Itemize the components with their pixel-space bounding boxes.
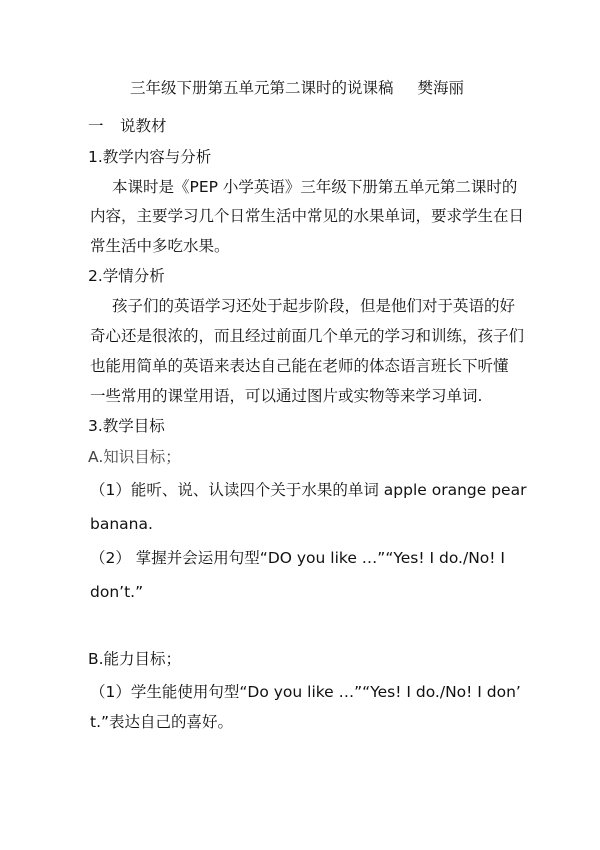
paragraph-line: 常生活中多吃水果。: [90, 237, 230, 255]
document-title: 三年级下册第五单元第二课时的说课稿: [130, 79, 394, 97]
paragraph-line: 一些常用的课堂用语，可以通过图片或实物等来学习单词.: [90, 387, 483, 405]
section-title: 说教材: [120, 117, 167, 135]
author-name: 樊海丽: [417, 79, 465, 97]
subheading-analysis: 2.学情分析: [88, 267, 165, 285]
objective-item-continued: banana.: [90, 515, 153, 533]
objective-item-continued: t.”表达自己的喜好。: [90, 713, 234, 731]
objective-a-heading: A.知识目标；: [88, 448, 181, 466]
objective-item-continued: don’t.”: [90, 583, 144, 601]
paragraph-line: 内容，主要学习几个日常生活中常见的水果单词，要求学生在日: [90, 207, 525, 225]
objective-item: （2） 掌握并会运用句型“DO you like …”“Yes! I do./No! I: [90, 549, 505, 567]
paragraph-line: 也能用简单的英语来表达自己能在老师的体态语言班长下听懂: [90, 357, 509, 375]
document-title-line: [130, 78, 464, 98]
paragraph-line: 孩子们的英语学习还处于起步阶段，但是他们对于英语的好: [112, 297, 516, 315]
objective-item: （1）学生能使用句型“Do you like …”“Yes! I do./No! I don’: [90, 683, 521, 701]
objective-b-heading: B.能力目标；: [88, 650, 182, 668]
paragraph-line: 本课时是《PEP 小学英语》三年级下册第五单元第二课时的: [112, 178, 518, 196]
subheading-content: 1.教学内容与分析: [88, 148, 212, 166]
section-number: 一: [88, 117, 104, 135]
paragraph-line: 奇心还是很浓的，而且经过前面几个单元的学习和训练，孩子们: [90, 327, 525, 345]
objective-item: （1）能听、说、认读四个关于水果的单词 apple orange pear: [90, 481, 527, 499]
section-heading: [88, 116, 167, 136]
subheading-objectives: 3.教学目标: [88, 417, 165, 435]
